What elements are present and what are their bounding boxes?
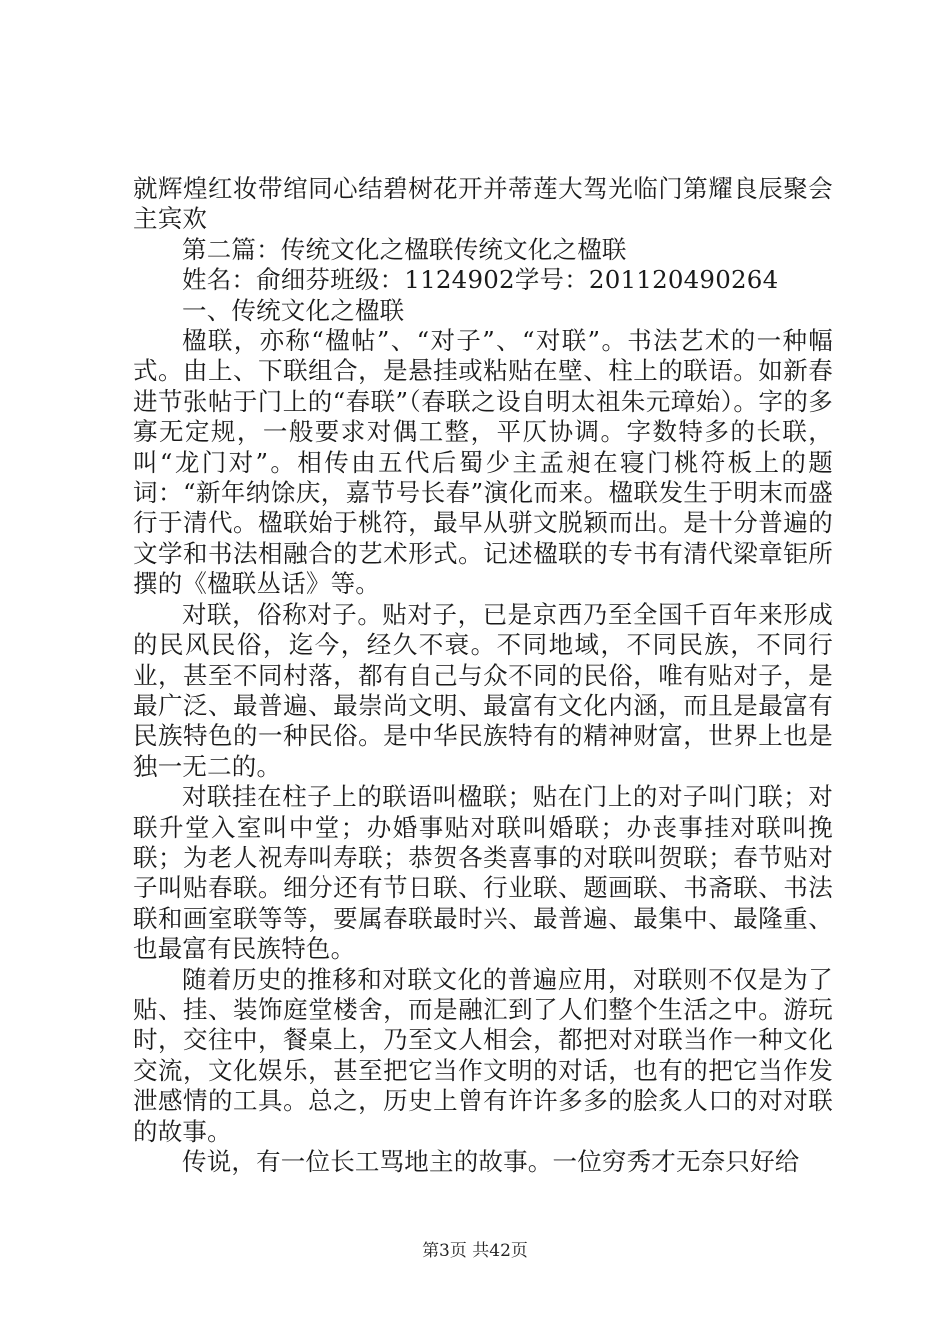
body-paragraph: 随着历史的推移和对联文化的普遍应用，对联则不仅是为了贴、挂、装饰庭堂楼舍，而是融汇到了人们整个生活之中。游玩时，交往中，餐桌上，乃至文人相会，都把对对联当作一种文化交流，文化娱乐，甚至把它当作文明的对话，也有的把它当作发泄感情的工具。总之，历史上曾有许许多多的脍炙人口的对对联的故事。	[133, 964, 833, 1146]
body-paragraph: 楹联，亦称“楹帖”、“对子”、“对联”。书法艺术的一种幅式。由上、下联组合，是悬挂或粘贴在壁、柱上的联语。如新春进节张帖于门上的“春联”（春联之设自明太祖朱元璋始）。字的多寡无定规，一般要求对偶工整，平仄协调。字数特多的长联，叫“龙门对”。相传由五代后蜀少主孟昶在寝门桃符板上的题词：“新年纳馀庆，嘉节号长春”演化而来。楹联发生于明末而盛行于清代。楹联始于桃符，最早从骈文脱颖而出。是十分普遍的文学和书法相融合的艺术形式。记述楹联的专书有清代梁章钜所撰的《楹联丛话》等。	[133, 326, 833, 599]
subsection-heading: 一、传统文化之楹联	[182, 295, 405, 325]
document-body	[133, 174, 833, 1177]
body-paragraph: 对联，俗称对子。贴对子，已是京西乃至全国千百年来形成的民风民俗，迄今，经久不衰。不同地域，不同民族，不同行业，甚至不同村落，都有自己与众不同的民俗，唯有贴对子，是最广泛、最普遍、最崇尚文明、最富有文化内涵，而且是最富有民族特色的一种民俗。是中华民族特有的精神财富，世界上也是独一无二的。	[133, 599, 833, 781]
page-number-footer: 第3页 共42页	[422, 1241, 528, 1261]
author-info: 姓名：俞细芬班级：1124902学号：201120490264	[182, 265, 779, 295]
body-paragraph: 传说，有一位长工骂地主的故事。一位穷秀才无奈只好给	[182, 1147, 800, 1176]
body-paragraph: 对联挂在柱子上的联语叫楹联；贴在门上的对子叫门联；对联升堂入室叫中堂；办婚事贴对联叫婚联；办丧事挂对联叫挽联；为老人祝寿叫寿联；恭贺各类喜事的对联叫贺联；春节贴对子叫贴春联。细分还有节日联、行业联、题画联、书斋联、书法联和画室联等等，要属春联最时兴、最普遍、最集中、最隆重、也最富有民族特色。	[133, 782, 833, 964]
section-title: 第二篇：传统文化之楹联传统文化之楹联	[182, 234, 627, 264]
couplet-line: 就辉煌红妆带绾同心结碧树花开并蒂莲大驾光临门第耀良辰聚会主宾欢	[133, 174, 833, 234]
